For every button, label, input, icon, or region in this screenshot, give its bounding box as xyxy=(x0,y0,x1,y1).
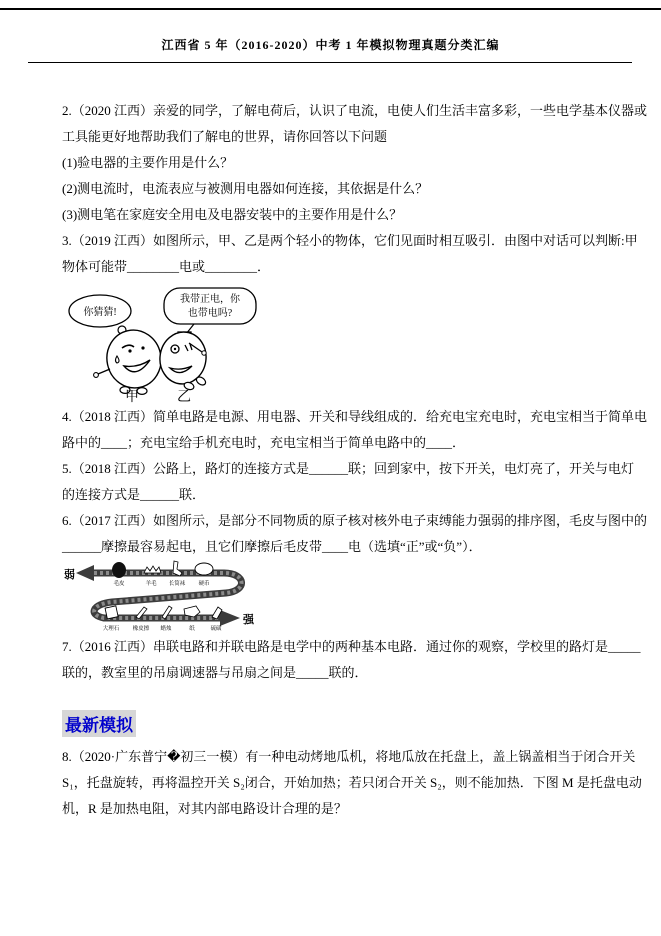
bottom-item-label: 硫磺 xyxy=(210,626,222,632)
question-5-line: 5.（2018 江西）公路上，路灯的连接方式是______联；回到家中，按下开关，电灯亮了，开关与电灯 xyxy=(62,461,635,476)
binding-series-drawing xyxy=(64,557,256,633)
strong-label: 强 xyxy=(243,614,254,626)
item-icon-marble xyxy=(105,606,118,619)
question-7-line: 联的，教室里的吊扇调速器与吊扇之间是_____联的． xyxy=(62,665,368,680)
bottom-item-label: 橡皮擦 xyxy=(132,626,150,632)
jia-eye xyxy=(141,346,144,349)
header-rule xyxy=(28,62,632,63)
question-3-line: 3.（2019 江西）如图所示，甲、乙是两个轻小的物体，它们见面时相互吸引．由图中对话可以判断:甲 xyxy=(62,233,638,248)
question-2 xyxy=(62,98,648,228)
question-2-line: (2)测电流时，电流表应与被测用电器如何连接，其依据是什么？ xyxy=(62,181,429,196)
question-3 xyxy=(62,228,638,280)
item-icon-wool xyxy=(144,566,161,573)
yi-hand xyxy=(202,351,206,355)
yi-eye-pupil xyxy=(174,348,176,350)
question-3-line: 物体可能带________电或________． xyxy=(62,259,271,274)
character-jia-body xyxy=(102,325,167,393)
question-7-line: 7.（2016 江西）串联电路和并联电路是电学中的两种基本电路．通过你的观察，学校里的路灯是_____ xyxy=(62,639,641,654)
weak-label: 弱 xyxy=(64,569,75,581)
figure-charge-dialog xyxy=(62,284,277,409)
right-bubble-text-1: 我带正电，你 xyxy=(180,294,240,305)
figure-electron-binding-series xyxy=(64,557,256,638)
question-5-line: 的连接方式是______联． xyxy=(62,487,206,502)
question-6-line: 6.（2017 江西）如图所示，是部分不同物质的原子核对核外电子束缚能力强弱的排序图，毛皮与图中的 xyxy=(62,513,648,528)
page-header-title: 江西省 5 年（2016-2020）中考 1 年模拟物理真题分类汇编 xyxy=(161,38,500,52)
question-4 xyxy=(62,404,648,456)
label-jia: 甲 xyxy=(125,390,139,404)
charge-dialog-drawing xyxy=(62,284,277,404)
question-7 xyxy=(62,634,641,686)
question-6-line: ______摩擦最容易起电，且它们摩擦后毛皮带____电（选填“正”或“负”）． xyxy=(62,539,482,554)
top-item-label: 长筒袜 xyxy=(168,581,186,587)
question-2-line: (1)验电器的主要作用是什么？ xyxy=(62,155,234,170)
jia-arm xyxy=(98,369,110,374)
question-2-line: 工具能更好地帮助我们了解电的世界，请你回答以下问题 xyxy=(62,129,388,144)
jia-eye xyxy=(128,349,131,352)
top-border-line xyxy=(0,8,661,10)
strong-arrowhead xyxy=(220,610,240,626)
item-icon-fur xyxy=(112,562,126,578)
question-2-line: 2.（2020 江西）亲爱的同学，了解电荷后，认识了电流，电使人们生活丰富多彩，一些电学基本仪器或 xyxy=(62,103,648,118)
top-item-label: 羊毛 xyxy=(145,581,157,587)
left-bubble-text: 你猜猜! xyxy=(83,307,117,318)
item-icon-stocking xyxy=(173,561,182,576)
top-item-label: 硬币 xyxy=(198,581,210,587)
jia-hand xyxy=(94,373,99,378)
question-2-line: (3)测电笔在家庭安全用电及电器安装中的主要作用是什么？ xyxy=(62,207,403,222)
label-yi: 乙 xyxy=(177,390,191,404)
bottom-item-label: 纸 xyxy=(189,626,195,632)
top-item-label: 毛皮 xyxy=(113,581,125,587)
weak-arrowhead xyxy=(76,565,94,581)
bottom-item-label: 大理石 xyxy=(102,626,120,632)
item-icon-coin xyxy=(195,563,213,575)
question-8-line: S₁，托盘旋转，再将温控开关 S₂闭合，开始加热；若只闭合开关 S₂，则不能加热．下图 M 是托盘电动 xyxy=(62,775,642,790)
bottom-item-label: 蜡烛 xyxy=(160,626,172,632)
question-4-line: 路中的____；充电宝给手机充电时，充电宝相当于简单电路中的____． xyxy=(62,435,466,450)
question-8-line: 机，R 是加热电阻，对其内部电路设计合理的是？ xyxy=(62,801,347,816)
question-8-line: 8.（2020·广东普宁�初三一模）有一种电动烤地瓜机，将地瓜放在托盘上，盖上锅盖相当于闭合开关 xyxy=(62,749,636,764)
question-5 xyxy=(62,456,635,508)
question-6 xyxy=(62,508,648,560)
right-bubble-text-2: 也带电吗? xyxy=(187,308,233,319)
question-4-line: 4.（2018 江西）简单电路是电源、用电器、开关和导线组成的．给充电宝充电时，充电宝相当于简单电 xyxy=(62,409,648,424)
question-8 xyxy=(62,744,642,822)
section-heading-latest-mock: 最新模拟 xyxy=(62,710,136,737)
